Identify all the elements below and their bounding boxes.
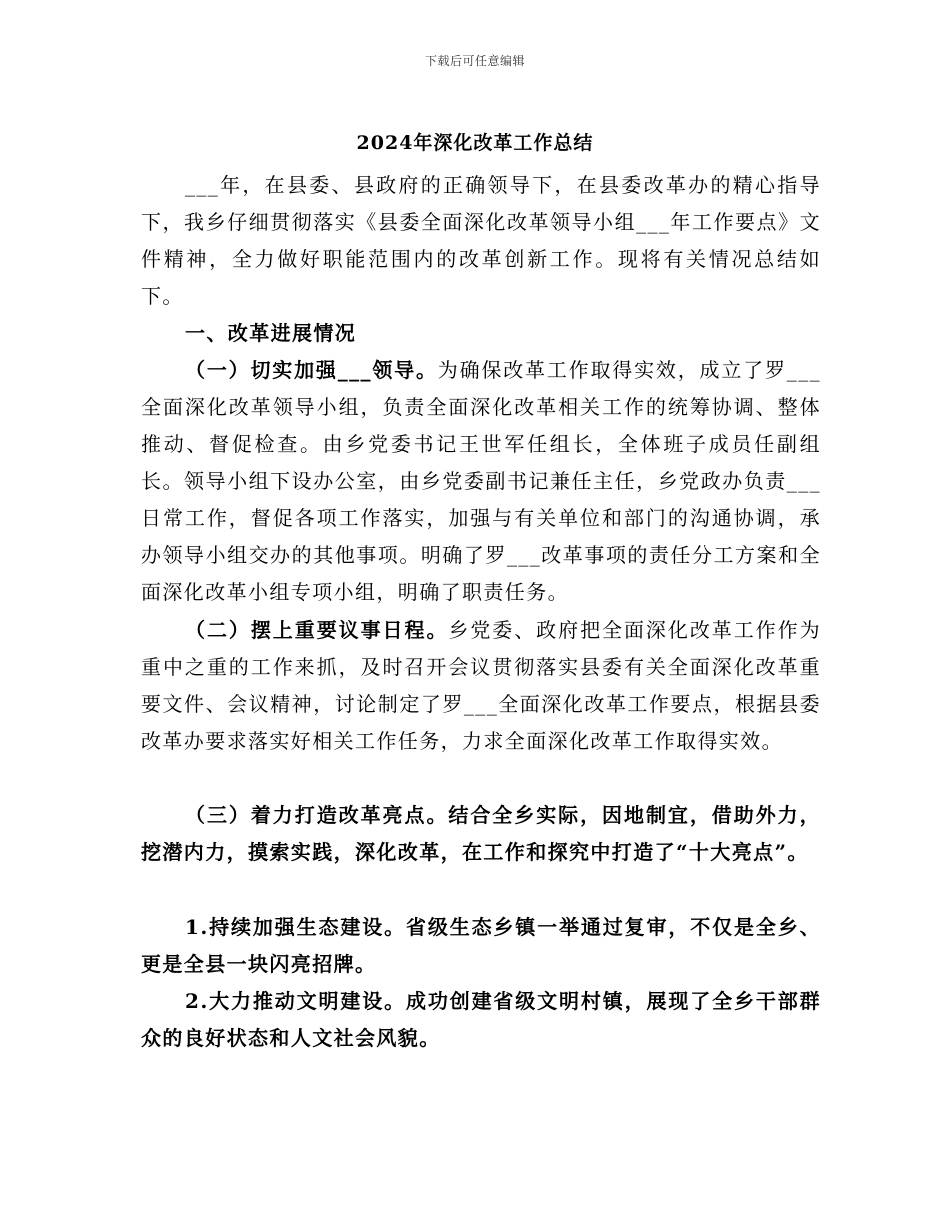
paragraph-2-lead: （二）摆上重要议事日程。: [185, 618, 449, 642]
paragraph-1: [141, 352, 821, 611]
intro-paragraph: ___年，在县委、县政府的正确领导下，在县委改革办的精心指导下，我乡仔细贯彻落实《县委全面深化改革领导小组___年工作要点》文件精神，全力做好职能范围内的改革创新工作。现将有关情况总结如下。: [141, 173, 821, 308]
paragraph-3: （三）着力打造改革亮点。结合全乡实际，因地制宜，借助外力，挖潜内力，摸索实践，深化改革，在工作和探究中打造了“十大亮点”。: [141, 803, 821, 864]
paragraph-1-body: 为确保改革工作取得实效，成立了罗___全面深化改革领导小组，负责全面深化改革相关工作的统筹协调、整体推动、督促检查。由乡党委书记王世军任组长，全体班子成员任副组长。领导小组下设办公室，由乡党委副书记兼任主任，乡党政办负责___日常工作，督促各项工作落实，加强与有关单位和部门的沟通协调，承办领导小组交办的其他事项。明确了罗___改革事项的责任分工方案和全面深化改革小组专项小组，明确了职责任务。: [141, 358, 821, 604]
page-header: 下载后可任意编辑: [424, 54, 525, 68]
paragraph-2-body: 乡党委、政府把全面深化改革工作作为重中之重的工作来抓，及时召开会议贯彻落实县委有关全面深化改革重要文件、会议精神，讨论制定了罗___全面深化改革工作要点，根据县委改革办要求落实好相关工作任务，力求全面深化改革工作取得实效。: [141, 618, 821, 753]
paragraph-1-lead: （一）切实加强___领导。: [185, 358, 438, 382]
list-item-2: 2.大力推动文明建设。成功创建省级文明村镇，展现了全乡干部群众的良好状态和人文社会风貌。: [141, 989, 821, 1050]
section-heading: 一、改革进展情况: [185, 321, 357, 345]
document-title: 2024年深化改革工作总结: [356, 132, 594, 154]
list-item-1: 1.持续加强生态建设。省级生态乡镇一举通过复审，不仅是全乡、更是全县一块闪亮招牌。: [141, 915, 821, 976]
paragraph-2: [141, 612, 821, 760]
